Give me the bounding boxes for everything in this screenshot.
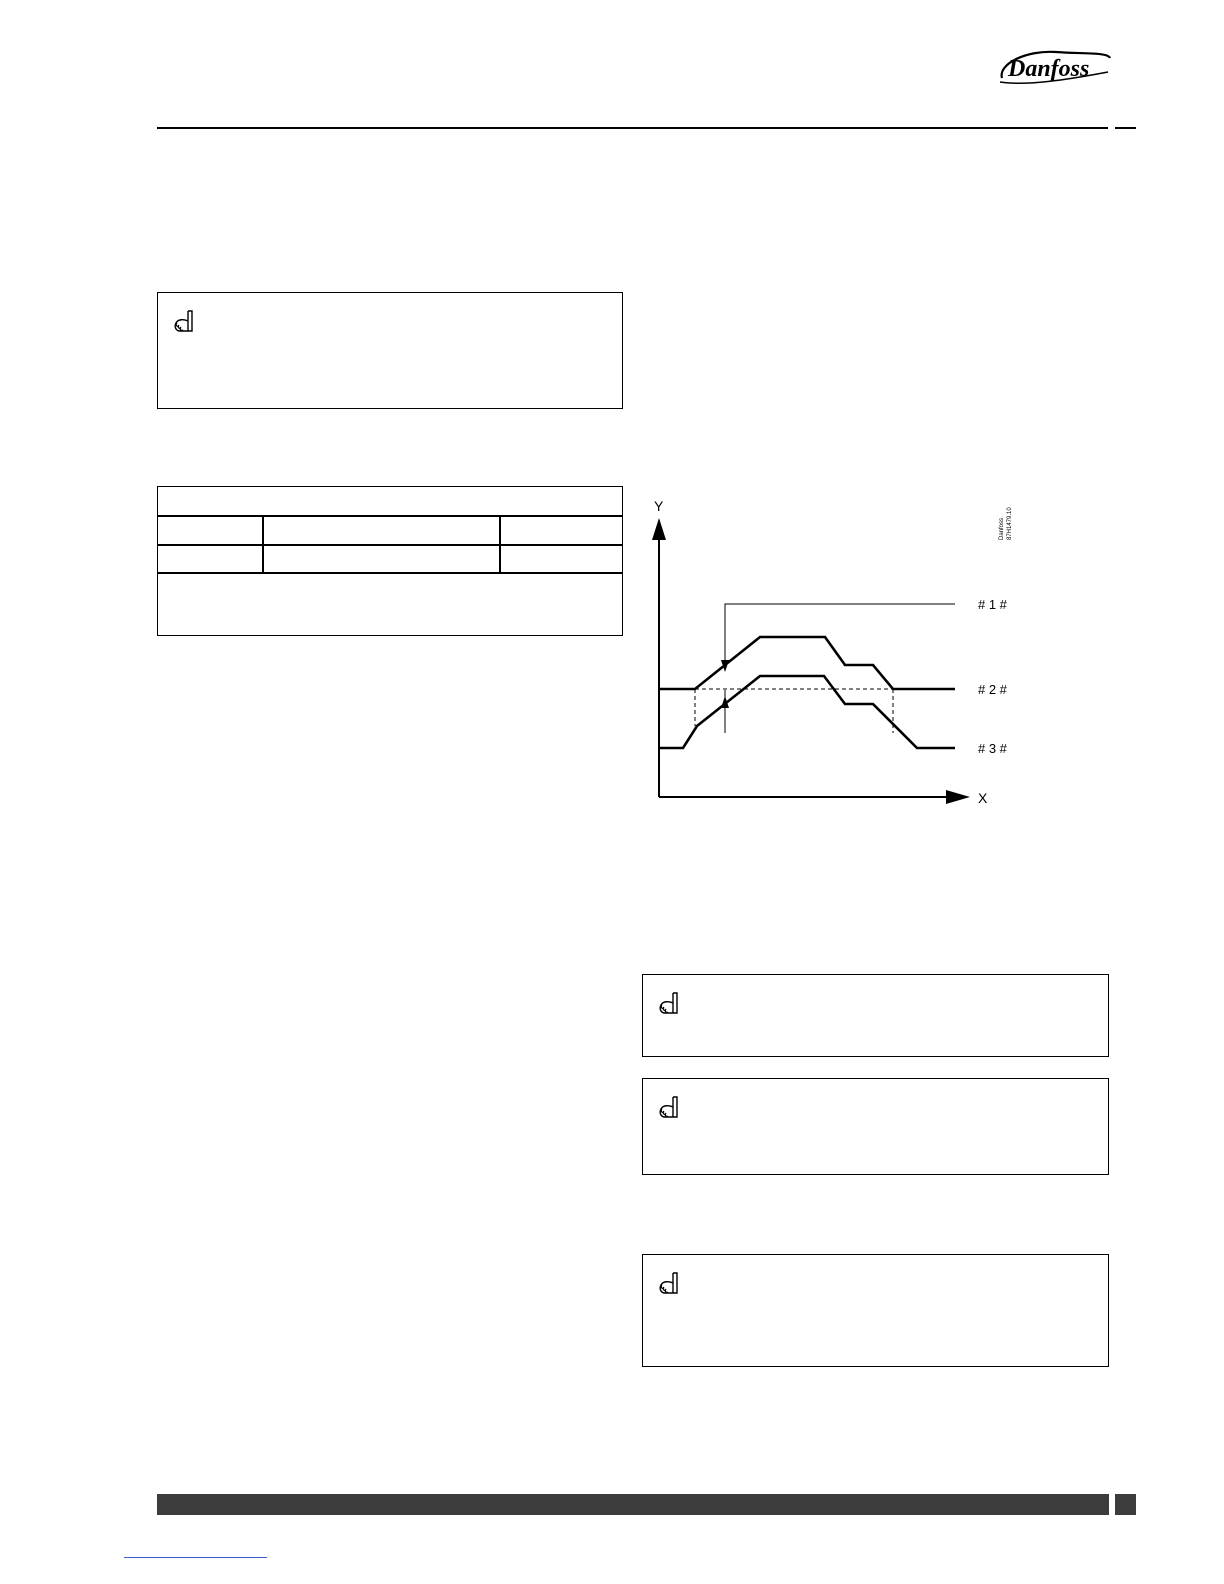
note-box-2: [642, 974, 1109, 1057]
x-axis-label: X: [978, 790, 988, 806]
control-curve-diagram: [640, 490, 1040, 820]
x-axis-arrow: [946, 790, 970, 804]
footer-link-underline[interactable]: [124, 1557, 267, 1558]
hand-pointing-icon: [172, 309, 196, 335]
drawing-stamp: Danfoss: [999, 517, 1005, 540]
table-row-divider: [158, 544, 622, 546]
header-rule-tab: [1115, 127, 1136, 129]
curve-label-1: # 1 #: [978, 597, 1007, 612]
svg-text:Danfoss: Danfoss: [1008, 56, 1090, 82]
parameter-table: [157, 486, 623, 636]
curve-1: [659, 637, 955, 689]
curve-2: [659, 676, 955, 748]
y-axis-label: Y: [654, 498, 664, 514]
hand-pointing-icon: [657, 1095, 681, 1121]
note-box-4: [642, 1254, 1109, 1367]
table-row-divider: [158, 572, 622, 574]
header-rule: [157, 127, 1108, 129]
note-box-1: [157, 292, 623, 409]
note-box-3: [642, 1078, 1109, 1175]
page-number-tab: [1115, 1494, 1136, 1515]
y-axis-arrow: [652, 518, 666, 540]
curve-label-3: # 3 #: [978, 741, 1007, 756]
hand-pointing-icon: [657, 991, 681, 1017]
drawing-stamp-number: 87H1479.10: [1007, 507, 1013, 540]
hand-pointing-icon: [657, 1271, 681, 1297]
table-row-divider: [158, 515, 622, 517]
table-column-divider: [262, 515, 264, 573]
danfoss-logo: [996, 44, 1114, 90]
curve-label-2: # 2 #: [978, 682, 1007, 697]
table-column-divider: [499, 515, 501, 573]
footer-bar: [157, 1494, 1109, 1515]
